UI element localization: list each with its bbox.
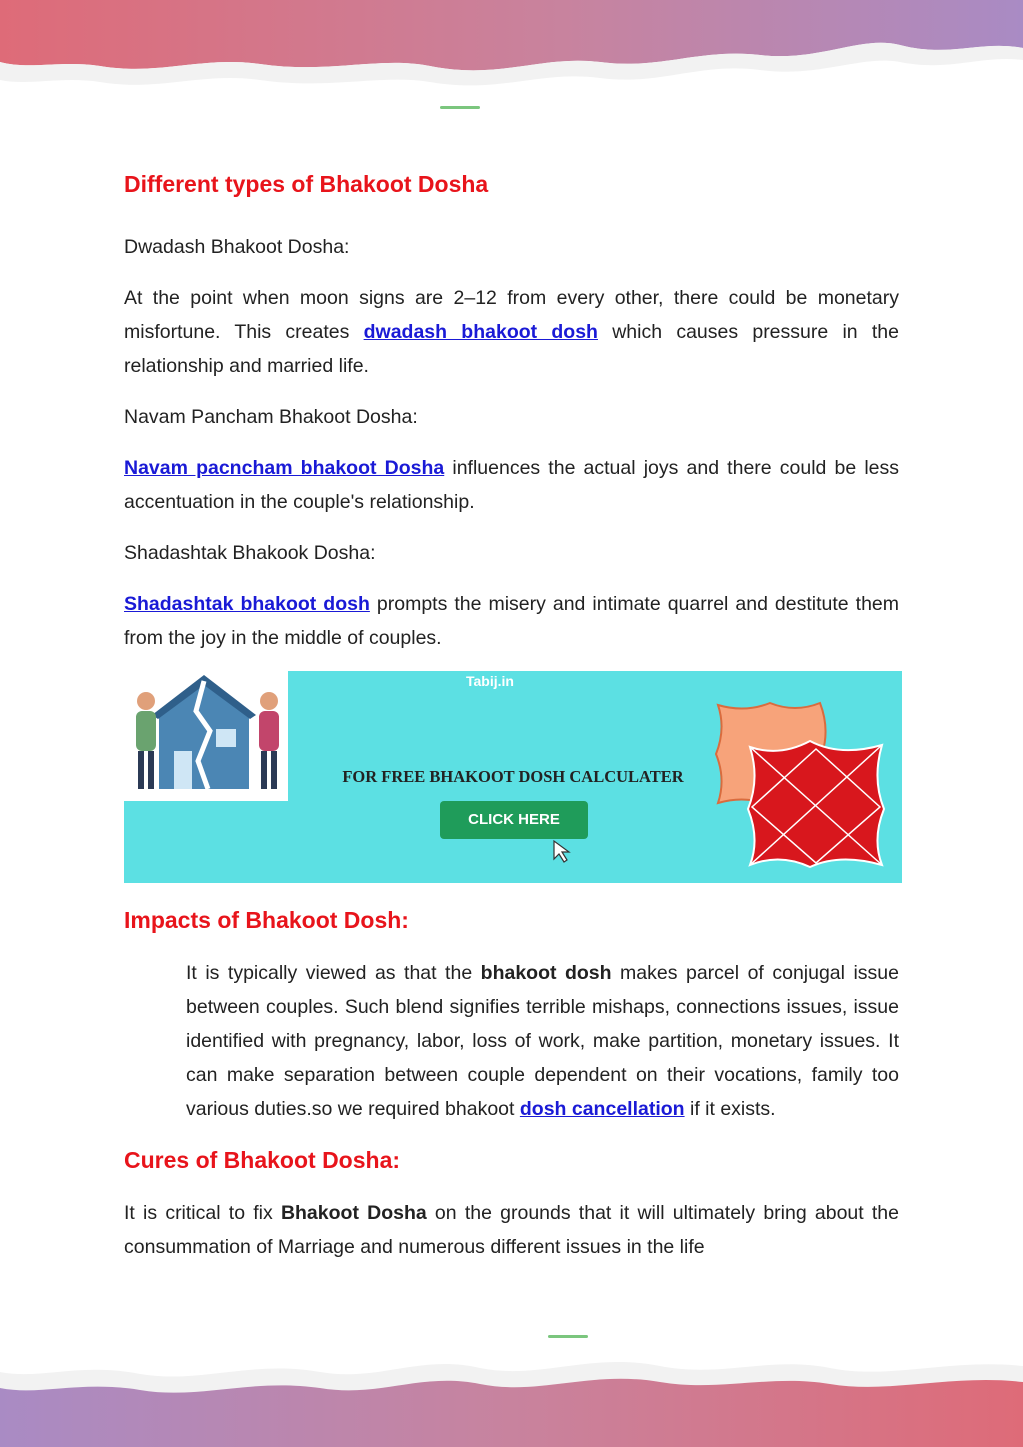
kundli-chart-icon bbox=[710, 699, 890, 869]
brand-logo: Tabij.in bbox=[466, 673, 514, 689]
cursor-icon bbox=[544, 839, 584, 863]
dwadash-link[interactable]: dwadash bhakoot dosh bbox=[363, 320, 598, 343]
calculator-banner[interactable] bbox=[124, 671, 902, 883]
top-decoration bbox=[0, 0, 1023, 115]
dwadash-text: At the point when moon signs are 2–12 from every other, there could be monetary misfortune. This creates bbox=[124, 286, 899, 343]
impacts-text-mid: makes parcel of conjugal issue between couples. Such blend signifies terrible mishaps, connections issues, issue identified with pregnancy, labor, loss of work, make partition, monetary issues. It can make separation between couple dependent on their vocations, family too various duties.so we required bhakoot bbox=[186, 961, 899, 1120]
dwadash-text-end: which causes pressure in the relationship and married life. bbox=[124, 320, 899, 377]
types-heading: Different types of Bhakoot Dosha bbox=[124, 171, 489, 197]
navam-subheading: Navam Pancham Bhakoot Dosha: bbox=[124, 405, 418, 428]
top-divider bbox=[440, 106, 480, 109]
cures-bold: Bhakoot Dosha bbox=[280, 1201, 427, 1224]
shadashtak-paragraph bbox=[124, 587, 899, 655]
impacts-paragraph bbox=[124, 956, 899, 1126]
navam-paragraph bbox=[124, 451, 899, 519]
banner-title: FOR FREE BHAKOOT DOSH CALCULATER bbox=[342, 767, 684, 786]
dwadash-subheading: Dwadash Bhakoot Dosha: bbox=[124, 235, 350, 258]
impacts-text: It is typically viewed as that the bbox=[186, 961, 481, 984]
dwadash-paragraph bbox=[124, 281, 899, 383]
shadashtak-link[interactable]: Shadashtak bhakoot dosh bbox=[124, 592, 370, 615]
bottom-decoration bbox=[0, 1332, 1023, 1447]
navam-link[interactable]: Navam pacncham bhakoot Dosha bbox=[124, 456, 445, 479]
impacts-heading: Impacts of Bhakoot Dosh: bbox=[124, 907, 409, 933]
navam-text: influences the actual joys and there could be less accentuation in the couple's relationship. bbox=[124, 456, 899, 513]
click-here-button[interactable]: CLICK HERE bbox=[440, 801, 588, 839]
impacts-section bbox=[124, 906, 899, 1264]
impacts-bold: bhakoot dosh bbox=[480, 961, 612, 984]
cures-text-end: on the grounds that it will ultimately bring about the consummation of Marriage and numerous different issues in the life bbox=[124, 1201, 899, 1258]
cures-paragraph bbox=[124, 1196, 899, 1264]
cures-heading: Cures of Bhakoot Dosha: bbox=[124, 1146, 401, 1173]
shadashtak-text: prompts the misery and intimate quarrel and destitute them from the joy in the middle of couples. bbox=[124, 592, 900, 649]
dosh-cancellation-link[interactable]: dosh cancellation bbox=[519, 1097, 685, 1120]
impacts-text-end: if it exists. bbox=[684, 1097, 776, 1120]
shadashtak-subheading: Shadashtak Bhakook Dosha: bbox=[124, 541, 376, 564]
cures-text: It is critical to fix bbox=[124, 1201, 281, 1224]
main-content bbox=[124, 170, 899, 655]
